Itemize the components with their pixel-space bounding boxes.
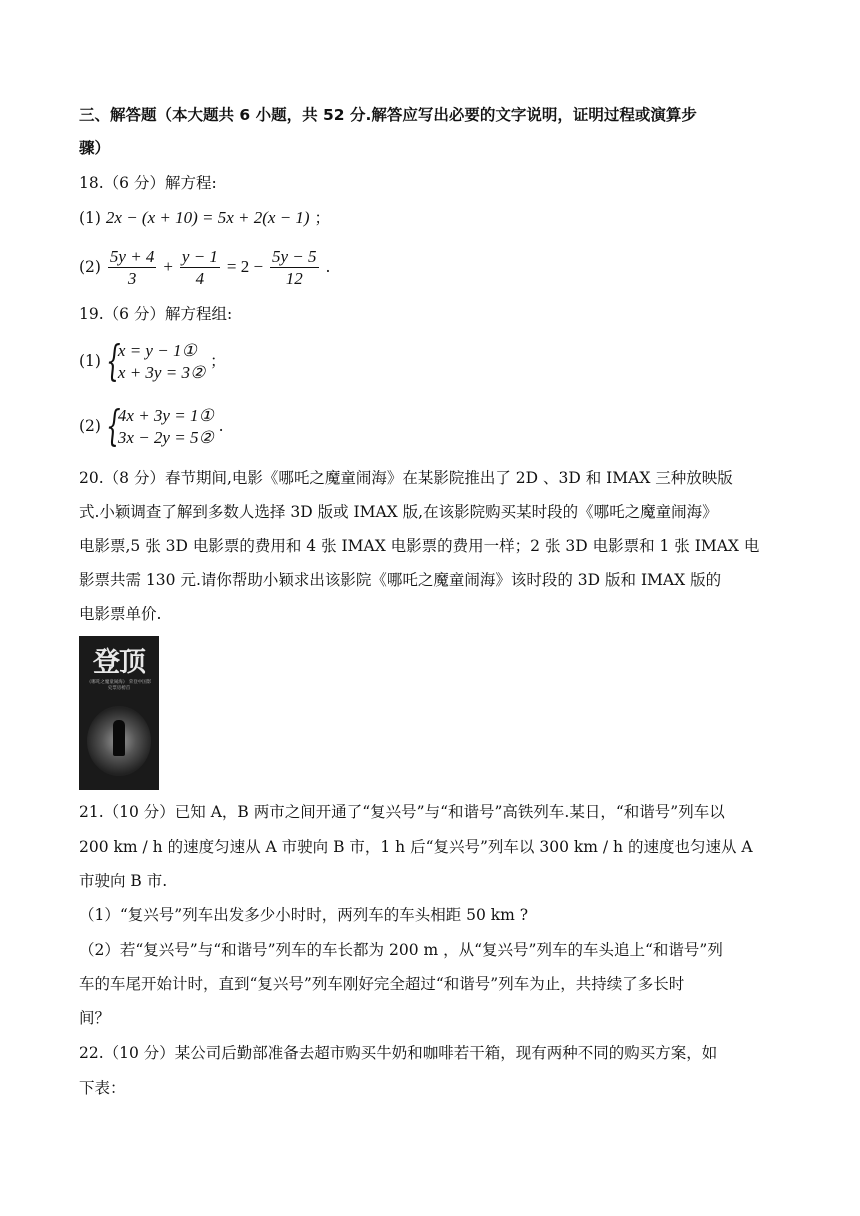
q19-p1-end: ； [210, 352, 226, 370]
q22-text-line: 下表： [79, 1079, 126, 1097]
q19-p1-label: (1) [79, 352, 101, 370]
q22-text-line: 22.（10 分）某公司后勤部准备去超市购买牛奶和咖啡若干箱，现有两种不同的购买方案，如 [79, 1044, 718, 1062]
q20-text-line: 影票共需 130 元.请你帮助小颖求出该影院《哪吒之魔童闹海》该时段的 3D 版和 IMAX 版的 [79, 571, 722, 589]
fraction-numerator: 5y − 5 [272, 246, 317, 266]
q18-part1 [79, 207, 330, 229]
q19-p2-end: . [218, 417, 224, 435]
q18-part2 [79, 245, 330, 290]
q19-p2-label: (2) [79, 417, 101, 435]
equals-two-minus: = 2 − [226, 257, 264, 276]
q21-text-line: 21.（10 分）已知 A，B 两市之间开通了“复兴号”与“和谐号”高铁列车.某日，“和谐号”列车以 [79, 803, 725, 821]
fraction-denominator: 3 [127, 268, 137, 288]
q19-part1 [79, 336, 226, 385]
q18-p1-equation: 2x − (x + 10) = 5x + 2(x − 1) [105, 208, 310, 227]
poster-title: 登顶 [93, 647, 145, 678]
q18-p2-fraction-2 [180, 247, 220, 290]
q18-p2-label: (2) [79, 258, 101, 276]
q21-text-line: （2）若“复兴号”与“和谐号”列车的车长都为 200 m ，从“复兴号”列车的车头追上“和谐号”列 [79, 941, 723, 959]
fraction-denominator: 4 [195, 268, 205, 288]
q20-text-line: 电影票单价. [79, 605, 162, 623]
fraction-numerator: 5y + 4 [109, 246, 155, 266]
left-brace-icon: { [105, 336, 121, 385]
q19-part2 [79, 401, 224, 450]
q18-p2-end: . [325, 258, 331, 276]
q18-header: 18.（6 分）解方程: [79, 174, 217, 192]
movie-poster-image [79, 636, 159, 790]
poster-subtitle: 《哪吒之魔童闹海》 荣登中国影史票房榜首 [86, 680, 152, 691]
q21-text-line: 间？ [79, 1009, 111, 1027]
system-row: 4x + 3y = 1① [117, 406, 214, 425]
plus-sign: + [163, 257, 173, 276]
fraction-numerator: y − 1 [181, 246, 218, 266]
q21-text-line: 200 km / h 的速度匀速从 A 市驶向 B 市，1 h 后“复兴号”列车以 300 km / h 的速度也匀速从 A [79, 838, 753, 856]
system-row: x = y − 1① [117, 341, 197, 360]
q20-text-line: 电影票,5 张 3D 电影票的费用和 4 张 IMAX 电影票的费用一样；2 张 3D 电影票和 1 张 IMAX 电 [79, 537, 760, 555]
left-brace-icon: { [105, 401, 121, 450]
poster-figure-icon [113, 720, 125, 756]
system-row: 3x − 2y = 5② [117, 428, 214, 447]
q21-text-line: 市驶向 B 市. [79, 872, 168, 890]
q18-p1-end: ； [314, 209, 331, 227]
q18-p1-label: (1) [79, 209, 101, 227]
q21-text-line: 车的车尾开始计时，直到“复兴号”列车刚好完全超过“和谐号”列车为止，共持续了多长时 [79, 975, 685, 993]
q19-p2-system [105, 401, 214, 450]
q19-header: 19.（6 分）解方程组: [79, 305, 233, 323]
system-row: x + 3y = 3② [117, 363, 206, 382]
fraction-denominator: 12 [285, 268, 303, 288]
q20-text-line: 式.小颖调查了解到多数人选择 3D 版或 IMAX 版,在该影院购买某时段的《哪吒之魔童闹海》 [79, 503, 718, 521]
section-heading-cont: 骤） [79, 139, 111, 157]
q19-p1-system [105, 336, 206, 385]
section-heading: 三、解答题（本大题共 6 小题，共 52 分.解答应写出必要的文字说明，证明过程或演算步 [79, 106, 697, 124]
q18-p2-fraction-1 [108, 247, 157, 290]
q18-p2-fraction-3 [270, 247, 319, 290]
q20-text-line: 20.（8 分）春节期间,电影《哪吒之魔童闹海》在某影院推出了 2D 、3D 和 IMAX 三种放映版 [79, 469, 733, 487]
q21-text-line: （1）“复兴号”列车出发多少小时时，两列车的车头相距 50 km ? [79, 906, 529, 924]
